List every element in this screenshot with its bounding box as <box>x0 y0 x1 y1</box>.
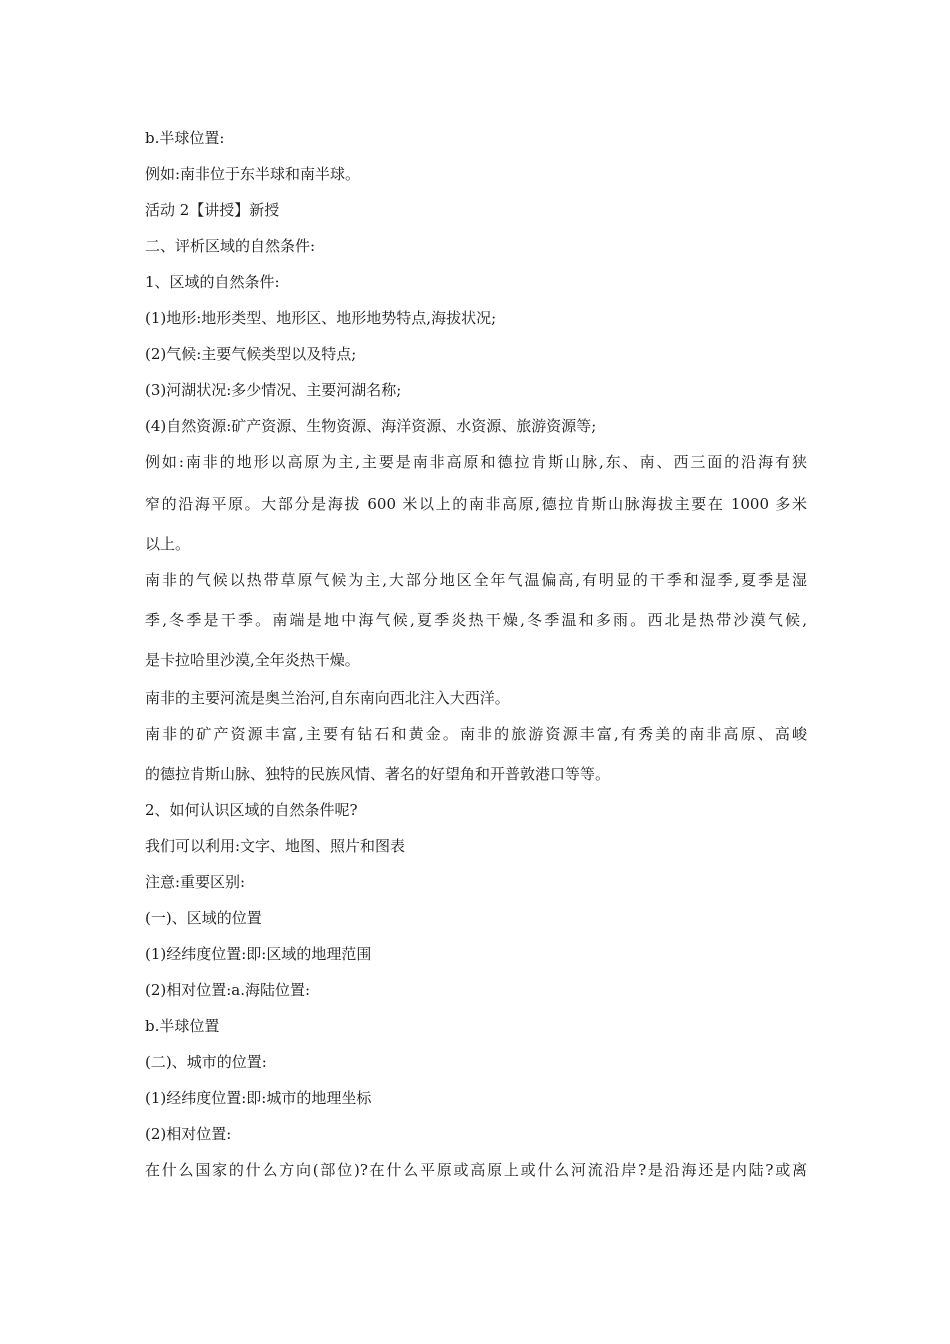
text-line: 例如:南非位于东半球和南半球。 <box>145 165 361 183</box>
text-line: 2、如何认识区域的自然条件呢? <box>145 801 358 819</box>
text-line: (3)河湖状况:多少情况、主要河湖名称; <box>145 381 402 399</box>
text-line: 季,冬季是干季。南端是地中海气候,夏季炎热干燥,冬季温和多雨。西北是热带沙漠气候, <box>145 611 807 629</box>
text-line: (2)气候:主要气候类型以及特点; <box>145 345 357 363</box>
text-line: (1)经纬度位置:即:区域的地理范围 <box>145 945 372 963</box>
text-line: 南非的矿产资源丰富,主要有钻石和黄金。南非的旅游资源丰富,有秀美的南非高原、高峻 <box>145 725 807 743</box>
text-line: (4)自然资源:矿产资源、生物资源、海洋资源、水资源、旅游资源等; <box>145 417 597 435</box>
text-line: (1)经纬度位置:即:城市的地理坐标 <box>145 1089 372 1107</box>
text-line: (1)地形:地形类型、地形区、地形地势特点,海拔状况; <box>145 309 497 327</box>
text-line: 例如:南非的地形以高原为主,主要是南非高原和德拉肯斯山脉,东、南、西三面的沿海有狭 <box>145 453 807 471</box>
text-line: 在什么国家的什么方向(部位)?在什么平原或高原上或什么河流沿岸?是沿海还是内陆?或离 <box>145 1161 807 1179</box>
text-line: 以上。 <box>145 535 191 553</box>
text-line: 我们可以利用:文字、地图、照片和图表 <box>145 837 406 855</box>
text-line: 南非的气候以热带草原气候为主,大部分地区全年气温偏高,有明显的干季和湿季,夏季是湿 <box>145 571 807 589</box>
text-line: 窄的沿海平原。大部分是海拔 600 米以上的南非高原,德拉肯斯山脉海拔主要在 1000 多米 <box>145 495 807 513</box>
text-line: 是卡拉哈里沙漠,全年炎热干燥。 <box>145 651 360 669</box>
text-line: (一)、区域的位置 <box>145 909 262 927</box>
text-line: 的德拉肯斯山脉、独特的民族风情、著名的好望角和开普敦港口等等。 <box>145 765 611 783</box>
text-line: (2)相对位置: <box>145 1125 232 1143</box>
text-line: 1、区域的自然条件: <box>145 273 280 291</box>
text-line: 南非的主要河流是奥兰治河,自东南向西北注入大西洋。 <box>145 689 510 707</box>
text-line: (2)相对位置:a.海陆位置: <box>145 981 311 999</box>
text-line: 注意:重要区别: <box>145 873 246 891</box>
text-line: b.半球位置 <box>145 1017 220 1035</box>
text-line: 活动 2【讲授】新授 <box>145 201 280 219</box>
text-line: 二、评析区域的自然条件: <box>145 237 316 255</box>
text-line: b.半球位置: <box>145 129 225 147</box>
text-line: (二)、城市的位置: <box>145 1053 267 1071</box>
